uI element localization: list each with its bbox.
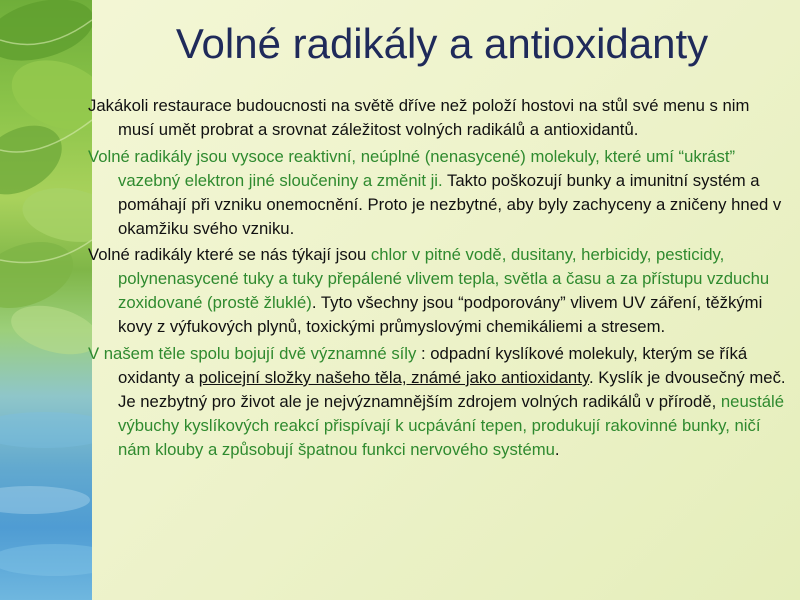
paragraph-4 xyxy=(88,342,788,462)
underlined-text: policejní složky našeho těla, známé jako antioxidanty xyxy=(198,367,589,387)
slide-content xyxy=(88,94,788,465)
leaf-icon xyxy=(0,0,92,600)
highlight-text: V našem těle spolu bojují dvě významné síly xyxy=(88,344,417,364)
paragraph-1 xyxy=(88,94,788,142)
leaf-decoration xyxy=(0,0,92,600)
paragraph-3 xyxy=(88,243,788,339)
highlight-text: neustálé výbuchy kyslíkových reakcí přispívají k ucpávání tepen, produkují rakovinné bunky, ničí nám klouby a způsobují špatnou funkci nervového systému xyxy=(118,391,784,459)
paragraph-text: . xyxy=(554,439,560,459)
paragraph-2 xyxy=(88,145,788,241)
highlight-text: chlor v pitné vodě, dusitany, herbicidy, pesticidy, polynenasycené tuky a tuky přepálené vlivem tepla, světla a času a za přístupu vzduchu zoxidované (prostě žluklé) xyxy=(118,245,770,313)
paragraph-text: . Tyto všechny jsou “podporovány” vlivem UV záření, těžkými kovy z výfukových plynů, toxickými průmyslovými chemikáliemi a stresem. xyxy=(118,293,763,337)
highlight-text: Volné radikály jsou vysoce reaktivní, neúplné (nenasycené) molekuly, které umí “ukrást” vazebný elektron jiné sloučeniny a změnit ji. xyxy=(88,146,736,190)
paragraph-text: Volné radikály které se nás týkají jsou xyxy=(88,245,371,265)
paragraph-text: Jakákoli restaurace budoucnosti na světě dříve než položí hostovi na stůl své menu s nim musí umět probrat a srovnat záležitost volných radikálů a antioxidantů. xyxy=(88,96,750,139)
paragraph-text: Takto poškozují bunky a imunitní systém a pomáhají při vzniku onemocnění. Proto je nezbytné, aby byly zachyceny a zničeny hned v okamžiku svého vzniku. xyxy=(118,170,782,238)
paragraph-text: . Kyslík je dvousečný meč. Je nezbytný pro život ale je nejvýznamnějším zdrojem volných radikálů v přírodě, xyxy=(118,367,786,411)
paragraph-text: : odpadní kyslíkové molekuly, kterým se říká oxidanty a xyxy=(118,344,748,387)
slide-title: Volné radikály a antioxidanty xyxy=(175,20,709,67)
